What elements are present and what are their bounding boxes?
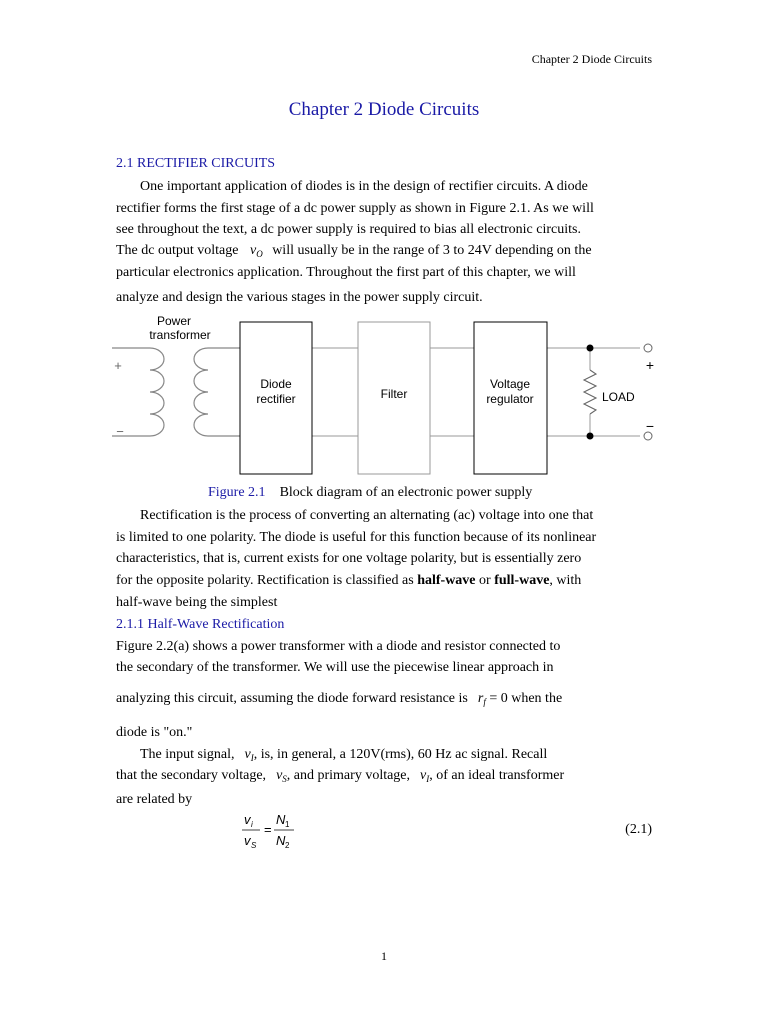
output-minus: − — [645, 418, 655, 434]
transformer-label-1: Power — [156, 314, 192, 328]
vs-subscript: S — [282, 774, 287, 784]
para4-line2-a: that the secondary voltage, — [116, 768, 267, 783]
regulator-label-2: regulator — [486, 392, 534, 406]
eq-num-left: v — [244, 812, 251, 827]
page-number: 1 — [381, 949, 387, 963]
para1-line1: One important application of diodes is in the design of rectifier circuits. A diode — [140, 179, 588, 194]
para1-line4 — [116, 243, 592, 259]
para3-line4: diode is "on." — [116, 725, 193, 740]
half-wave-term: half-wave — [417, 573, 476, 588]
eq-num-left-sub: i — [251, 820, 253, 829]
subsection-heading: 2.1.1 Half-Wave Rectification — [116, 617, 285, 632]
equation-number: (2.1) — [625, 822, 652, 837]
load-label: LOAD — [602, 390, 635, 404]
vp-symbol: v — [420, 768, 427, 783]
power-supply-block-diagram — [110, 310, 670, 480]
vp-subscript: I — [426, 774, 430, 784]
chapter-title: Chapter 2 Diode Circuits — [288, 99, 480, 120]
para2-line4-c: or — [475, 573, 495, 588]
para4-line1-b: , is, in general, a 120V(rms), 60 Hz ac signal. Recall — [253, 747, 548, 762]
secondary-coil — [194, 348, 240, 436]
output-terminal-top — [644, 344, 652, 352]
para1-line6: analyze and design the various stages in the power supply circuit. — [116, 290, 483, 305]
vi-symbol: v — [244, 747, 251, 762]
para3-line3-b: when the — [507, 691, 563, 706]
para4-line1-a: The input signal, — [140, 747, 235, 762]
regulator-label-1: Voltage — [489, 377, 531, 391]
para4-line2-c: , of an ideal transformer — [429, 768, 565, 783]
para3-line3-a: analyzing this circuit, assuming the diode forward resistance is — [116, 691, 468, 706]
vi-subscript: I — [250, 753, 254, 763]
para2-line4-a: for the opposite polarity. Rectification is classified as — [116, 573, 418, 588]
para2-line3: characteristics, that is, current exists for one voltage polarity, but is essentially zero — [116, 551, 582, 566]
load-resistor-icon — [584, 370, 596, 414]
para1-line2: rectifier forms the first stage of a dc power supply as shown in Figure 2.1. As we will — [116, 201, 594, 216]
vo-symbol: v — [249, 243, 257, 258]
eq-den-left: v — [244, 833, 251, 848]
vs-symbol: v — [276, 768, 283, 783]
para4-line3: are related by — [116, 792, 193, 807]
para2-line4-e: , with — [549, 573, 582, 588]
eq-num-right: N — [276, 812, 286, 827]
para4-line2-b: , and primary voltage, — [286, 768, 411, 783]
para1-line5: particular electronics application. Throughout the first part of this chapter, we will — [116, 265, 576, 280]
section-heading: 2.1 RECTIFIER CIRCUITS — [116, 156, 276, 171]
eq-equals: = — [264, 822, 272, 837]
eq-num-right-sub: 1 — [285, 820, 290, 829]
figure-caption-text: Block diagram of an electronic power supply — [279, 485, 533, 500]
rf-symbol: r — [477, 691, 484, 706]
eq-den-left-sub: S — [251, 841, 257, 850]
eq-den-right-sub: 2 — [285, 841, 290, 850]
para3-line3 — [116, 691, 562, 707]
transformer-label-2: transformer — [149, 328, 211, 342]
rectifier-label-2: rectifier — [256, 392, 296, 406]
equation-2-1 — [238, 808, 308, 854]
para2-line4 — [116, 573, 581, 589]
rf-subscript: f — [483, 697, 486, 707]
para3-line1: Figure 2.2(a) shows a power transformer with a diode and resistor connected to — [116, 639, 561, 654]
rectifier-label-1: Diode — [260, 377, 292, 391]
para2-line2: is limited to one polarity. The diode is useful for this function because of its nonlinear — [116, 530, 597, 545]
filter-label: Filter — [380, 387, 408, 401]
vo-subscript: O — [256, 249, 263, 259]
para3-line2: the secondary of the transformer. We will use the piecewise linear approach in — [116, 660, 554, 675]
figure-caption — [208, 485, 532, 501]
para1-line3: see throughout the text, a dc power supply is required to bias all electronic circuits. — [116, 222, 581, 237]
input-plus: + — [114, 358, 122, 373]
rf-equals: = 0 — [485, 691, 508, 706]
para4-line1 — [140, 747, 547, 763]
para2-line1: Rectification is the process of converting an alternating (ac) voltage into one that — [140, 508, 594, 523]
para2-line5: half-wave being the simplest — [116, 595, 278, 610]
junction-top — [587, 345, 594, 352]
output-plus: + — [645, 357, 655, 373]
full-wave-term: full-wave — [494, 573, 550, 588]
figure-caption-label: Figure 2.1 — [208, 485, 266, 500]
running-header: Chapter 2 Diode Circuits — [531, 52, 652, 66]
para1-line4-b: will usually be in the range of 3 to 24V depending on the — [272, 243, 592, 258]
para1-line4-a: The dc output voltage — [116, 243, 239, 258]
junction-bottom — [587, 433, 594, 440]
input-minus: − — [116, 424, 124, 439]
para4-line2 — [116, 768, 564, 784]
eq-den-right: N — [276, 833, 286, 848]
